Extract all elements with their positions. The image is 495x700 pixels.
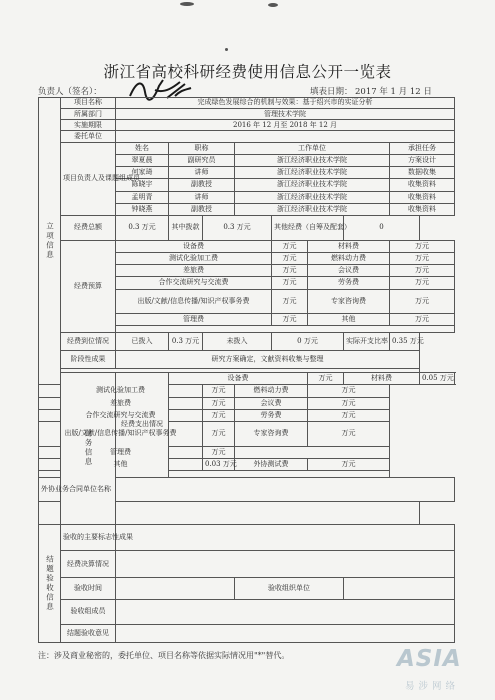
spend-amount: 万元 — [308, 385, 390, 397]
section-label-project: 立项信息 — [39, 98, 61, 385]
other-value: 0 — [344, 216, 420, 241]
budget-spacer — [116, 326, 455, 333]
arrival-label: 经费到位情况 — [61, 333, 116, 351]
spend-item: 差旅费 — [39, 397, 203, 409]
dept-value: 管理技术学院 — [116, 109, 455, 120]
budget-item: 测试化验加工费 — [116, 252, 272, 264]
member-task: 方案设计 — [390, 154, 455, 166]
budget-item: 燃料动力费 — [308, 252, 390, 264]
spend-amount: 万元 — [203, 446, 235, 458]
acceptance-achievement-value — [116, 524, 455, 551]
spend-amount: 0.03 万元 — [203, 458, 235, 470]
member-unit: 浙江经济职业技术学院 — [235, 179, 390, 191]
unarrived-value: 0 万元 — [272, 333, 344, 351]
member-name: 陈晓宇 — [116, 179, 169, 191]
unarrived-label: 未拨入 — [203, 333, 272, 351]
spend-item: 出版/文献/信息传播/知识产权事务费 — [39, 422, 203, 447]
spend-amount: 万元 — [203, 397, 235, 409]
section-label-acceptance: 结题验收信息 — [39, 524, 61, 642]
spend-item: 劳务费 — [235, 409, 308, 421]
arrived-value: 0.3 万元 — [169, 333, 203, 351]
spend-blank — [235, 446, 390, 458]
spend-item: 测试化验加工费 — [39, 385, 203, 397]
member-title: 讲师 — [169, 167, 235, 179]
budget-amount: 万元 — [390, 289, 455, 314]
budget-amount: 万元 — [272, 265, 308, 277]
person-label: 负责人（签名）： — [38, 87, 102, 97]
output-value: 研究方案确定，文献资料收集与整理 — [116, 350, 420, 368]
spend-amount: 万元 — [308, 409, 390, 421]
spend-amount: 万元 — [308, 373, 344, 385]
output-label: 阶段性成果 — [61, 350, 116, 368]
date-value: 2017 年 1 月 12 日 — [355, 87, 432, 97]
budget-amount: 万元 — [272, 277, 308, 289]
acceptance-unit-label: 验收组织单位 — [235, 578, 344, 600]
acceptance-members-label: 验收组成员 — [61, 600, 116, 625]
acceptance-members-value — [116, 600, 455, 625]
member-title: 副研究员 — [169, 154, 235, 166]
spend-item: 专家咨询费 — [235, 422, 308, 447]
budget-item: 材料费 — [308, 240, 390, 252]
member-name: 翠夏晨 — [116, 154, 169, 166]
scan-speck — [268, 3, 278, 7]
member-title: 讲师 — [169, 191, 235, 203]
acceptance-opinion-value — [116, 624, 455, 642]
budget-item: 合作交流研究与交流费 — [116, 277, 272, 289]
budget-item: 会议费 — [308, 265, 390, 277]
budget-amount: 万元 — [390, 314, 455, 326]
spend-spacer — [39, 471, 390, 478]
member-title: 副教授 — [169, 179, 235, 191]
footnote: 注：涉及商业秘密的，委托单位、项目名称等依据实际情况用"*"替代。 — [38, 651, 290, 660]
members-head-task: 承担任务 — [390, 142, 455, 154]
acceptance-unit-value — [344, 578, 455, 600]
spend-item: 管理费 — [39, 446, 203, 458]
member-name: 何家琦 — [116, 167, 169, 179]
section-label-finance: 财务信息 — [61, 373, 116, 524]
plan-value: 0.3 万元 — [203, 216, 272, 241]
acceptance-time-label: 验收时间 — [61, 578, 116, 600]
budget-amount: 万元 — [390, 277, 455, 289]
expenditure-label: 实际开支比率 — [344, 333, 390, 351]
org-label: 委托单位 — [61, 131, 116, 142]
transfer-label: 外协业务合同单位名称 — [39, 477, 61, 502]
spend-amount: 万元 — [203, 385, 235, 397]
total-label: 经费总额 — [61, 216, 116, 241]
spend-amount: 万元 — [203, 422, 235, 447]
spend-amount: 万元 — [308, 458, 390, 470]
spend-item: 燃料动力费 — [235, 385, 308, 397]
member-title: 副教授 — [169, 203, 235, 215]
budget-amount: 万元 — [272, 252, 308, 264]
budget-amount: 万元 — [390, 252, 455, 264]
watermark-logo: ASIA 易涉网络 — [397, 646, 462, 692]
spend-item: 设备费 — [169, 373, 308, 385]
budget-item: 其他 — [308, 314, 390, 326]
members-head-unit: 工作单位 — [235, 142, 390, 154]
period-label: 实施期限 — [61, 120, 116, 131]
member-unit: 浙江经济职业技术学院 — [235, 154, 390, 166]
document-title: 浙江省高校科研经费使用信息公开一览表 — [103, 63, 392, 81]
spend-amount: 0.05 万元 — [420, 373, 455, 385]
org-value — [116, 131, 455, 142]
spend-item: 外协测试费 — [235, 458, 308, 470]
member-unit: 浙江经济职业技术学院 — [235, 203, 390, 215]
spend-item: 其他 — [39, 458, 203, 470]
acceptance-time-value — [116, 578, 235, 600]
expenditure-value: 0.35 万元 — [390, 333, 420, 351]
members-head-title: 职称 — [169, 142, 235, 154]
budget-item: 出版/文献/信息传播/知识产权事务费 — [116, 289, 272, 314]
finance-spacer — [39, 502, 420, 524]
final-accounts-label: 经费决算情况 — [61, 551, 116, 578]
final-accounts-value — [116, 551, 455, 578]
members-head-name: 姓名 — [116, 142, 169, 154]
dept-label: 所属部门 — [61, 109, 116, 120]
spend-amount: 万元 — [308, 397, 390, 409]
project-name-value: 完成绿色发展综合的机制与效果：基于绍兴市的实证分析 — [116, 98, 455, 109]
spend-item: 会议费 — [235, 397, 308, 409]
budget-label: 经费预算 — [61, 240, 116, 332]
members-label: 项目负责人及课题组成员 — [61, 142, 116, 216]
budget-amount: 万元 — [272, 289, 308, 314]
project-name-label: 项目名称 — [61, 98, 116, 109]
arrived-label: 已拨入 — [116, 333, 169, 351]
budget-item: 设备费 — [116, 240, 272, 252]
acceptance-achievement-label: 验收的主要标志性成果 — [61, 524, 116, 551]
transfer-value — [116, 477, 455, 502]
budget-amount: 万元 — [272, 240, 308, 252]
member-task: 收集资料 — [390, 203, 455, 215]
scan-speck — [180, 2, 194, 6]
budget-amount: 万元 — [390, 240, 455, 252]
scan-speck — [225, 48, 228, 51]
member-name: 孟明青 — [116, 191, 169, 203]
budget-item: 专家咨询费 — [308, 289, 390, 314]
date-label: 填表日期： — [310, 87, 353, 97]
period-value: 2016 年 12 月至 2018 年 12 月 — [116, 120, 455, 131]
spend-item: 材料费 — [344, 373, 420, 385]
spend-amount: 万元 — [203, 409, 235, 421]
member-unit: 浙江经济职业技术学院 — [235, 191, 390, 203]
budget-item: 差旅费 — [116, 265, 272, 277]
member-name: 钟晓燕 — [116, 203, 169, 215]
info-table — [38, 97, 455, 643]
budget-amount: 万元 — [272, 314, 308, 326]
budget-amount: 万元 — [390, 265, 455, 277]
budget-item: 管理费 — [116, 314, 272, 326]
acceptance-opinion-label: 结题验收意见 — [61, 624, 116, 642]
spend-item: 合作交流研究与交流费 — [39, 409, 203, 421]
spend-label: 经费支出情况 — [116, 373, 169, 478]
member-task: 数据收集 — [390, 167, 455, 179]
budget-item: 劳务费 — [308, 277, 390, 289]
spend-amount: 万元 — [308, 422, 390, 447]
member-unit: 浙江经济职业技术学院 — [235, 167, 390, 179]
member-task: 收集资料 — [390, 191, 455, 203]
plan-label: 其中拨款 — [169, 216, 203, 241]
member-task: 收集资料 — [390, 179, 455, 191]
total-value: 0.3 万元 — [116, 216, 169, 241]
other-label: 其他经费（自筹及配套） — [272, 216, 344, 241]
